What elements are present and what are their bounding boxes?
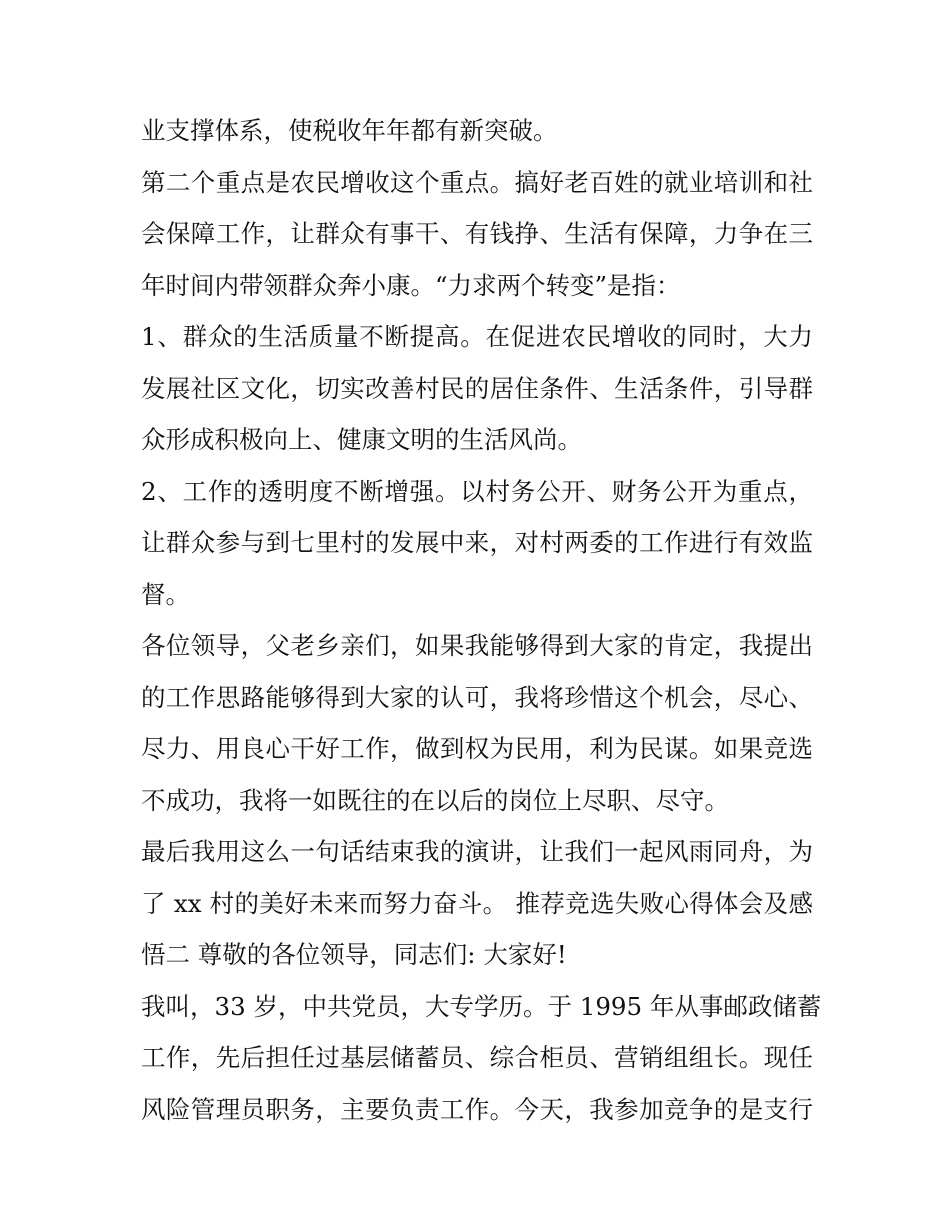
text-line: 第二个重点是农民增收这个重点。搞好老百姓的就业培训和社	[141, 167, 813, 197]
text-line: 工作，先后担任过基层储蓄员、综合柜员、营销组组长。现任	[141, 1043, 813, 1072]
text-line: 不成功，我将一如既往的在以后的岗位上尽职、尽守。	[141, 785, 729, 815]
text-line: 风险管理员职务，主要负责工作。今天，我参加竞争的是支行	[141, 1094, 813, 1124]
text-line: 会保障工作，让群众有事干、有钱挣、生活有保障，力争在三	[141, 219, 813, 248]
document-body	[141, 105, 822, 1135]
text-line: 2、工作的透明度不断增强。以村务公开、财务公开为重点，	[141, 476, 813, 506]
text-line: 督。	[141, 579, 190, 609]
text-line: 尽力、用良心干好工作，做到权为民用，利为民谋。如果竞选	[141, 734, 813, 763]
text-line: 年时间内带领群众奔小康。“力求两个转变”是指：	[141, 270, 681, 300]
text-line: 业支撑体系，使税收年年都有新突破。	[141, 116, 558, 145]
text-line: 各位领导，父老乡亲们，如果我能够得到大家的肯定，我提出	[141, 631, 813, 660]
text-line: 最后我用这么一句话结束我的演讲，让我们一起风雨同舟，为	[141, 837, 813, 866]
text-line: 我叫，33 岁，中共党员，大专学历。于 1995 年从事邮政储蓄	[141, 991, 822, 1021]
text-line: 让群众参与到七里村的发展中来，对村两委的工作进行有效监	[141, 528, 813, 557]
text-line: 的工作思路能够得到大家的认可，我将珍惜这个机会，尽心、	[141, 682, 813, 712]
text-line: 了 xx 村的美好未来而努力奋斗。 推荐竞选失败心得体会及感	[141, 888, 813, 918]
text-line: 发展社区文化，切实改善村民的居住条件、生活条件，引导群	[141, 373, 813, 403]
document-page	[141, 105, 822, 1135]
text-line: 1、群众的生活质量不断提高。在促进农民增收的同时，大力	[141, 322, 813, 351]
text-line: 众形成积极向上、健康文明的生活风尚。	[141, 425, 582, 454]
text-line: 悟二 尊敬的各位领导，同志们: 大家好!	[141, 940, 567, 969]
